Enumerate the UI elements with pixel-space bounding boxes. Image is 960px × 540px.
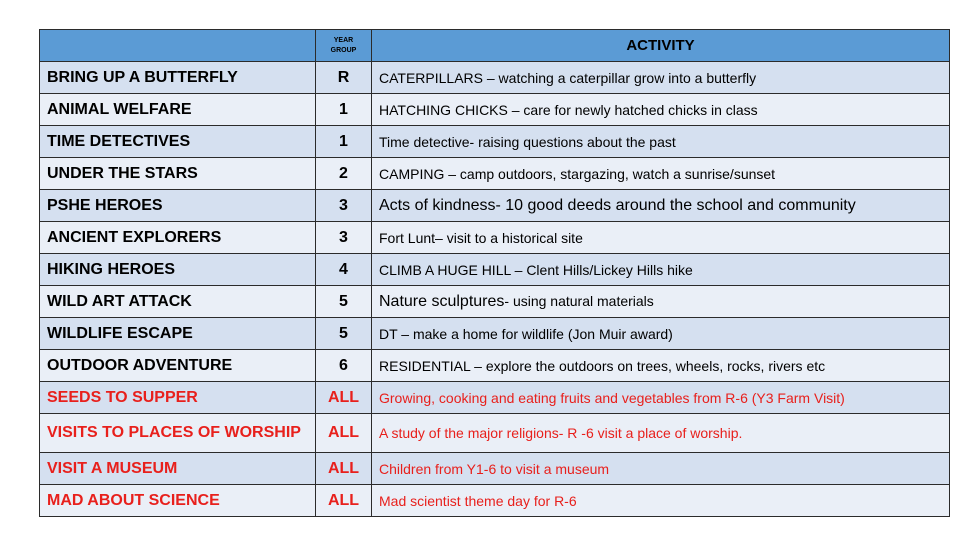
year-group: 6 bbox=[316, 350, 372, 382]
topic-name: MAD ABOUT SCIENCE bbox=[40, 485, 316, 517]
year-group: 1 bbox=[316, 94, 372, 126]
topic-name: WILD ART ATTACK bbox=[40, 286, 316, 318]
topic-name: SEEDS TO SUPPER bbox=[40, 382, 316, 414]
activity-text: DT – make a home for wildlife (Jon Muir award) bbox=[372, 318, 950, 350]
table-row bbox=[40, 62, 950, 94]
activity-text: Acts of kindness- 10 good deeds around the school and community bbox=[372, 190, 950, 222]
table-row bbox=[40, 414, 950, 453]
topic-name: VISITS TO PLACES OF WORSHIP bbox=[40, 414, 316, 453]
year-group: 5 bbox=[316, 318, 372, 350]
year-group: 4 bbox=[316, 254, 372, 286]
table-row bbox=[40, 382, 950, 414]
table-row bbox=[40, 94, 950, 126]
topic-name: WILDLIFE ESCAPE bbox=[40, 318, 316, 350]
topic-name: ANCIENT EXPLORERS bbox=[40, 222, 316, 254]
topic-name: VISIT A MUSEUM bbox=[40, 453, 316, 485]
year-group: ALL bbox=[316, 382, 372, 414]
activity-text: HATCHING CHICKS – care for newly hatched chicks in class bbox=[372, 94, 950, 126]
year-group: 3 bbox=[316, 222, 372, 254]
table-row bbox=[40, 286, 950, 318]
activity-text: Fort Lunt– visit to a historical site bbox=[372, 222, 950, 254]
topic-name: ANIMAL WELFARE bbox=[40, 94, 316, 126]
table-row bbox=[40, 158, 950, 190]
year-group: 2 bbox=[316, 158, 372, 190]
activity-text: CLIMB A HUGE HILL – Clent Hills/Lickey Hills hike bbox=[372, 254, 950, 286]
activity-text: Time detective- raising questions about the past bbox=[372, 126, 950, 158]
year-group: ALL bbox=[316, 485, 372, 517]
header-year-line1: YEAR bbox=[333, 36, 354, 44]
table-row bbox=[40, 222, 950, 254]
activity-text: RESIDENTIAL – explore the outdoors on trees, wheels, rocks, rivers etc bbox=[372, 350, 950, 382]
table-row bbox=[40, 190, 950, 222]
table-row bbox=[40, 254, 950, 286]
activity-rest: - using natural materials bbox=[504, 292, 654, 309]
activity-text: CAMPING – camp outdoors, stargazing, watch a sunrise/sunset bbox=[372, 158, 950, 190]
header-year-line2: GROUP bbox=[330, 46, 357, 54]
topic-name: PSHE HEROES bbox=[40, 190, 316, 222]
activity-text: Children from Y1-6 to visit a museum bbox=[372, 453, 950, 485]
header-activity: ACTIVITY bbox=[372, 30, 950, 62]
year-group: ALL bbox=[316, 453, 372, 485]
topic-name: OUTDOOR ADVENTURE bbox=[40, 350, 316, 382]
activities-table bbox=[39, 29, 950, 517]
activity-text: CATERPILLARS – watching a caterpillar grow into a butterfly bbox=[372, 62, 950, 94]
activity-text: Mad scientist theme day for R-6 bbox=[372, 485, 950, 517]
activity-text: A study of the major religions- R -6 visit a place of worship. bbox=[372, 414, 950, 453]
table-row bbox=[40, 126, 950, 158]
topic-name: HIKING HEROES bbox=[40, 254, 316, 286]
table-row bbox=[40, 318, 950, 350]
table-row bbox=[40, 453, 950, 485]
year-group: R bbox=[316, 62, 372, 94]
topic-name: UNDER THE STARS bbox=[40, 158, 316, 190]
topic-name: TIME DETECTIVES bbox=[40, 126, 316, 158]
year-group: 1 bbox=[316, 126, 372, 158]
header-row bbox=[40, 30, 950, 62]
activity-text bbox=[372, 286, 950, 318]
activity-main: Nature sculptures bbox=[379, 292, 505, 310]
activity-text: Growing, cooking and eating fruits and vegetables from R-6 (Y3 Farm Visit) bbox=[372, 382, 950, 414]
year-group: 3 bbox=[316, 190, 372, 222]
year-group: ALL bbox=[316, 414, 372, 453]
header-name-cell bbox=[40, 30, 316, 62]
header-year-group bbox=[316, 30, 372, 62]
topic-name: BRING UP A BUTTERFLY bbox=[40, 62, 316, 94]
table-row bbox=[40, 350, 950, 382]
year-group: 5 bbox=[316, 286, 372, 318]
table-row bbox=[40, 485, 950, 517]
